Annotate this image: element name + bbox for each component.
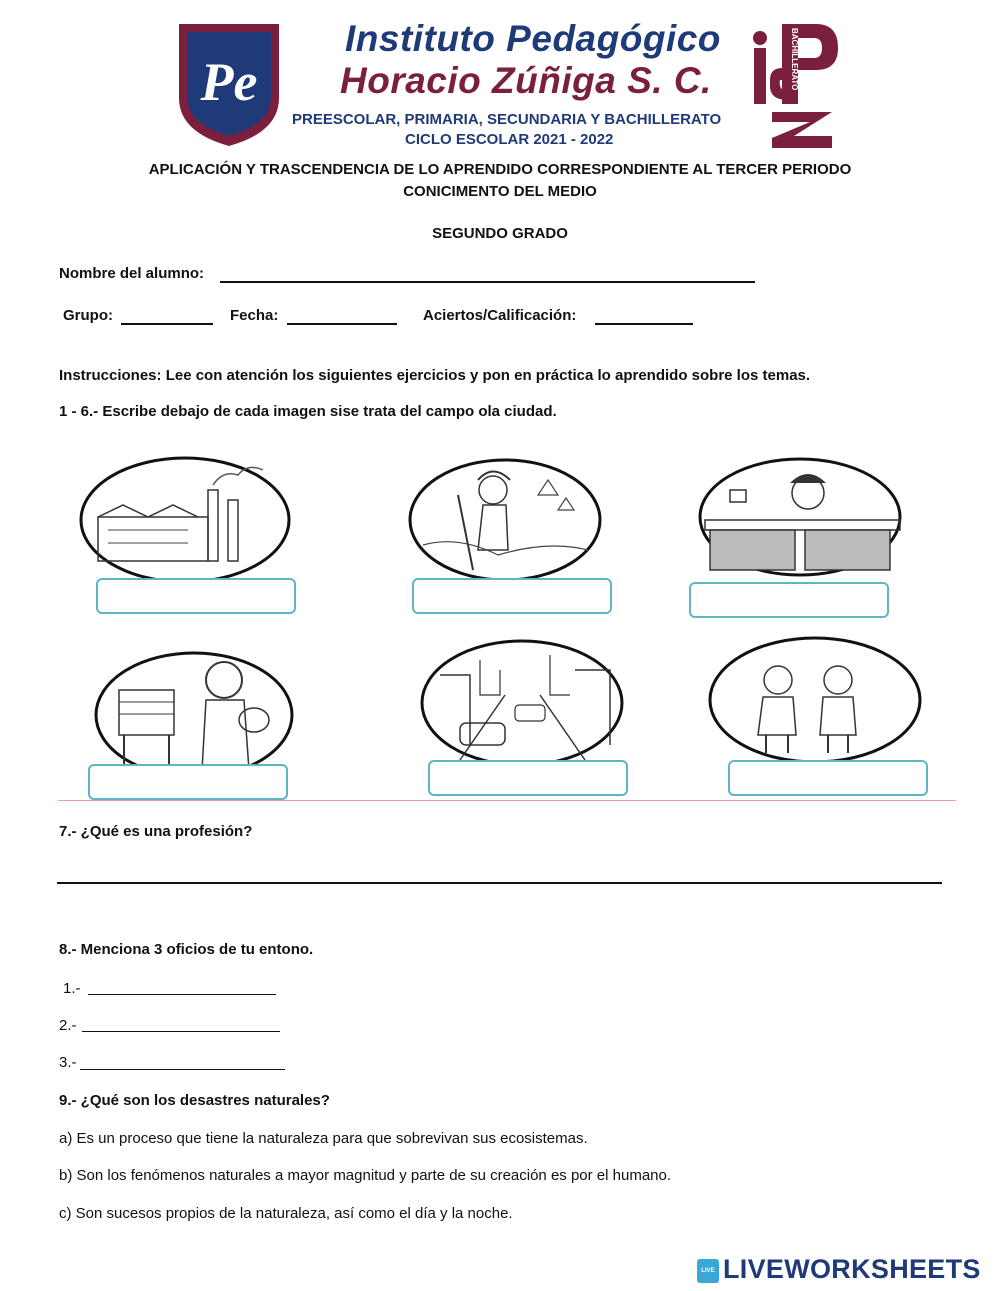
section-divider <box>58 800 956 801</box>
score-label: Aciertos/Calificación: <box>423 307 577 324</box>
answer-box-3[interactable] <box>689 582 889 618</box>
group-label: Grupo: <box>63 307 113 324</box>
answer-box-5[interactable] <box>428 760 628 796</box>
student-name-line[interactable] <box>220 281 755 283</box>
q8-item-2-label: 2.- <box>59 1017 77 1034</box>
factory-picture <box>78 455 293 585</box>
doc-title-line2: CONICIMENTO DEL MEDIO <box>403 183 597 200</box>
score-line[interactable] <box>595 323 693 325</box>
q9-option-b[interactable]: b) Son los fenómenos naturales a mayor magnitud y parte de su creación es por el humano. <box>59 1167 672 1184</box>
school-cycle: CICLO ESCOLAR 2021 - 2022 <box>405 131 614 148</box>
q8-item-3-label: 3.- <box>59 1054 77 1071</box>
q8-prompt: 8.- Menciona 3 oficios de tu entono. <box>59 941 314 958</box>
q7-answer-line[interactable] <box>57 882 942 884</box>
answer-box-2[interactable] <box>412 578 612 614</box>
market-stall-picture <box>690 455 905 585</box>
ihz-bachillerato-logo <box>742 20 842 150</box>
institute-name-line2: Horacio Zúñiga S. C. <box>340 60 712 101</box>
beekeeper-picture <box>94 650 309 780</box>
q9-option-c[interactable]: c) Son sucesos propios de la naturaleza, así como el día y la noche. <box>59 1205 513 1222</box>
q8-item-3-line[interactable] <box>80 1069 285 1070</box>
answer-box-1[interactable] <box>96 578 296 614</box>
instructions: Instrucciones: Lee con atención los siguientes ejercicios y pon en práctica lo aprendido sobre los temas. <box>59 367 811 384</box>
workers-picture <box>708 635 923 765</box>
institute-name-line1: Instituto Pedagógico <box>345 18 721 59</box>
q9-prompt: 9.- ¿Qué son los desastres naturales? <box>59 1092 330 1109</box>
school-levels: PREESCOLAR, PRIMARIA, SECUNDARIA Y BACHILLERATO <box>292 111 722 128</box>
institute-shield-logo <box>175 20 283 148</box>
liveworksheets-badge-icon: LIVE <box>697 1259 719 1283</box>
q8-item-1-label: 1.- <box>63 980 81 997</box>
city-street-picture <box>420 635 635 765</box>
doc-grade: SEGUNDO GRADO <box>432 225 568 242</box>
date-line[interactable] <box>287 323 397 325</box>
answer-box-6[interactable] <box>728 760 928 796</box>
right-logo-text: BACHILLERATO <box>790 28 799 91</box>
q8-item-2-line[interactable] <box>82 1031 280 1032</box>
student-name-label: Nombre del alumno: <box>59 265 205 282</box>
answer-box-4[interactable] <box>88 764 288 800</box>
group-line[interactable] <box>121 323 213 325</box>
left-logo-text: Pe <box>200 52 258 112</box>
q7-prompt: 7.- ¿Qué es una profesión? <box>59 823 253 840</box>
liveworksheets-brand: LIVEWORKSHEETS <box>723 1254 981 1284</box>
farmer-picture <box>398 455 613 585</box>
q1-6-prompt: 1 - 6.- Escribe debajo de cada imagen sise trata del campo ola ciudad. <box>59 403 557 420</box>
q8-item-1-line[interactable] <box>88 994 276 995</box>
q9-option-a[interactable]: a) Es un proceso que tiene la naturaleza para que sobrevivan sus ecosistemas. <box>59 1130 588 1147</box>
date-label: Fecha: <box>230 307 279 324</box>
doc-title-line1: APLICACIÓN Y TRASCENDENCIA DE LO APRENDIDO CORRESPONDIENTE AL TERCER PERIODO <box>148 161 852 178</box>
